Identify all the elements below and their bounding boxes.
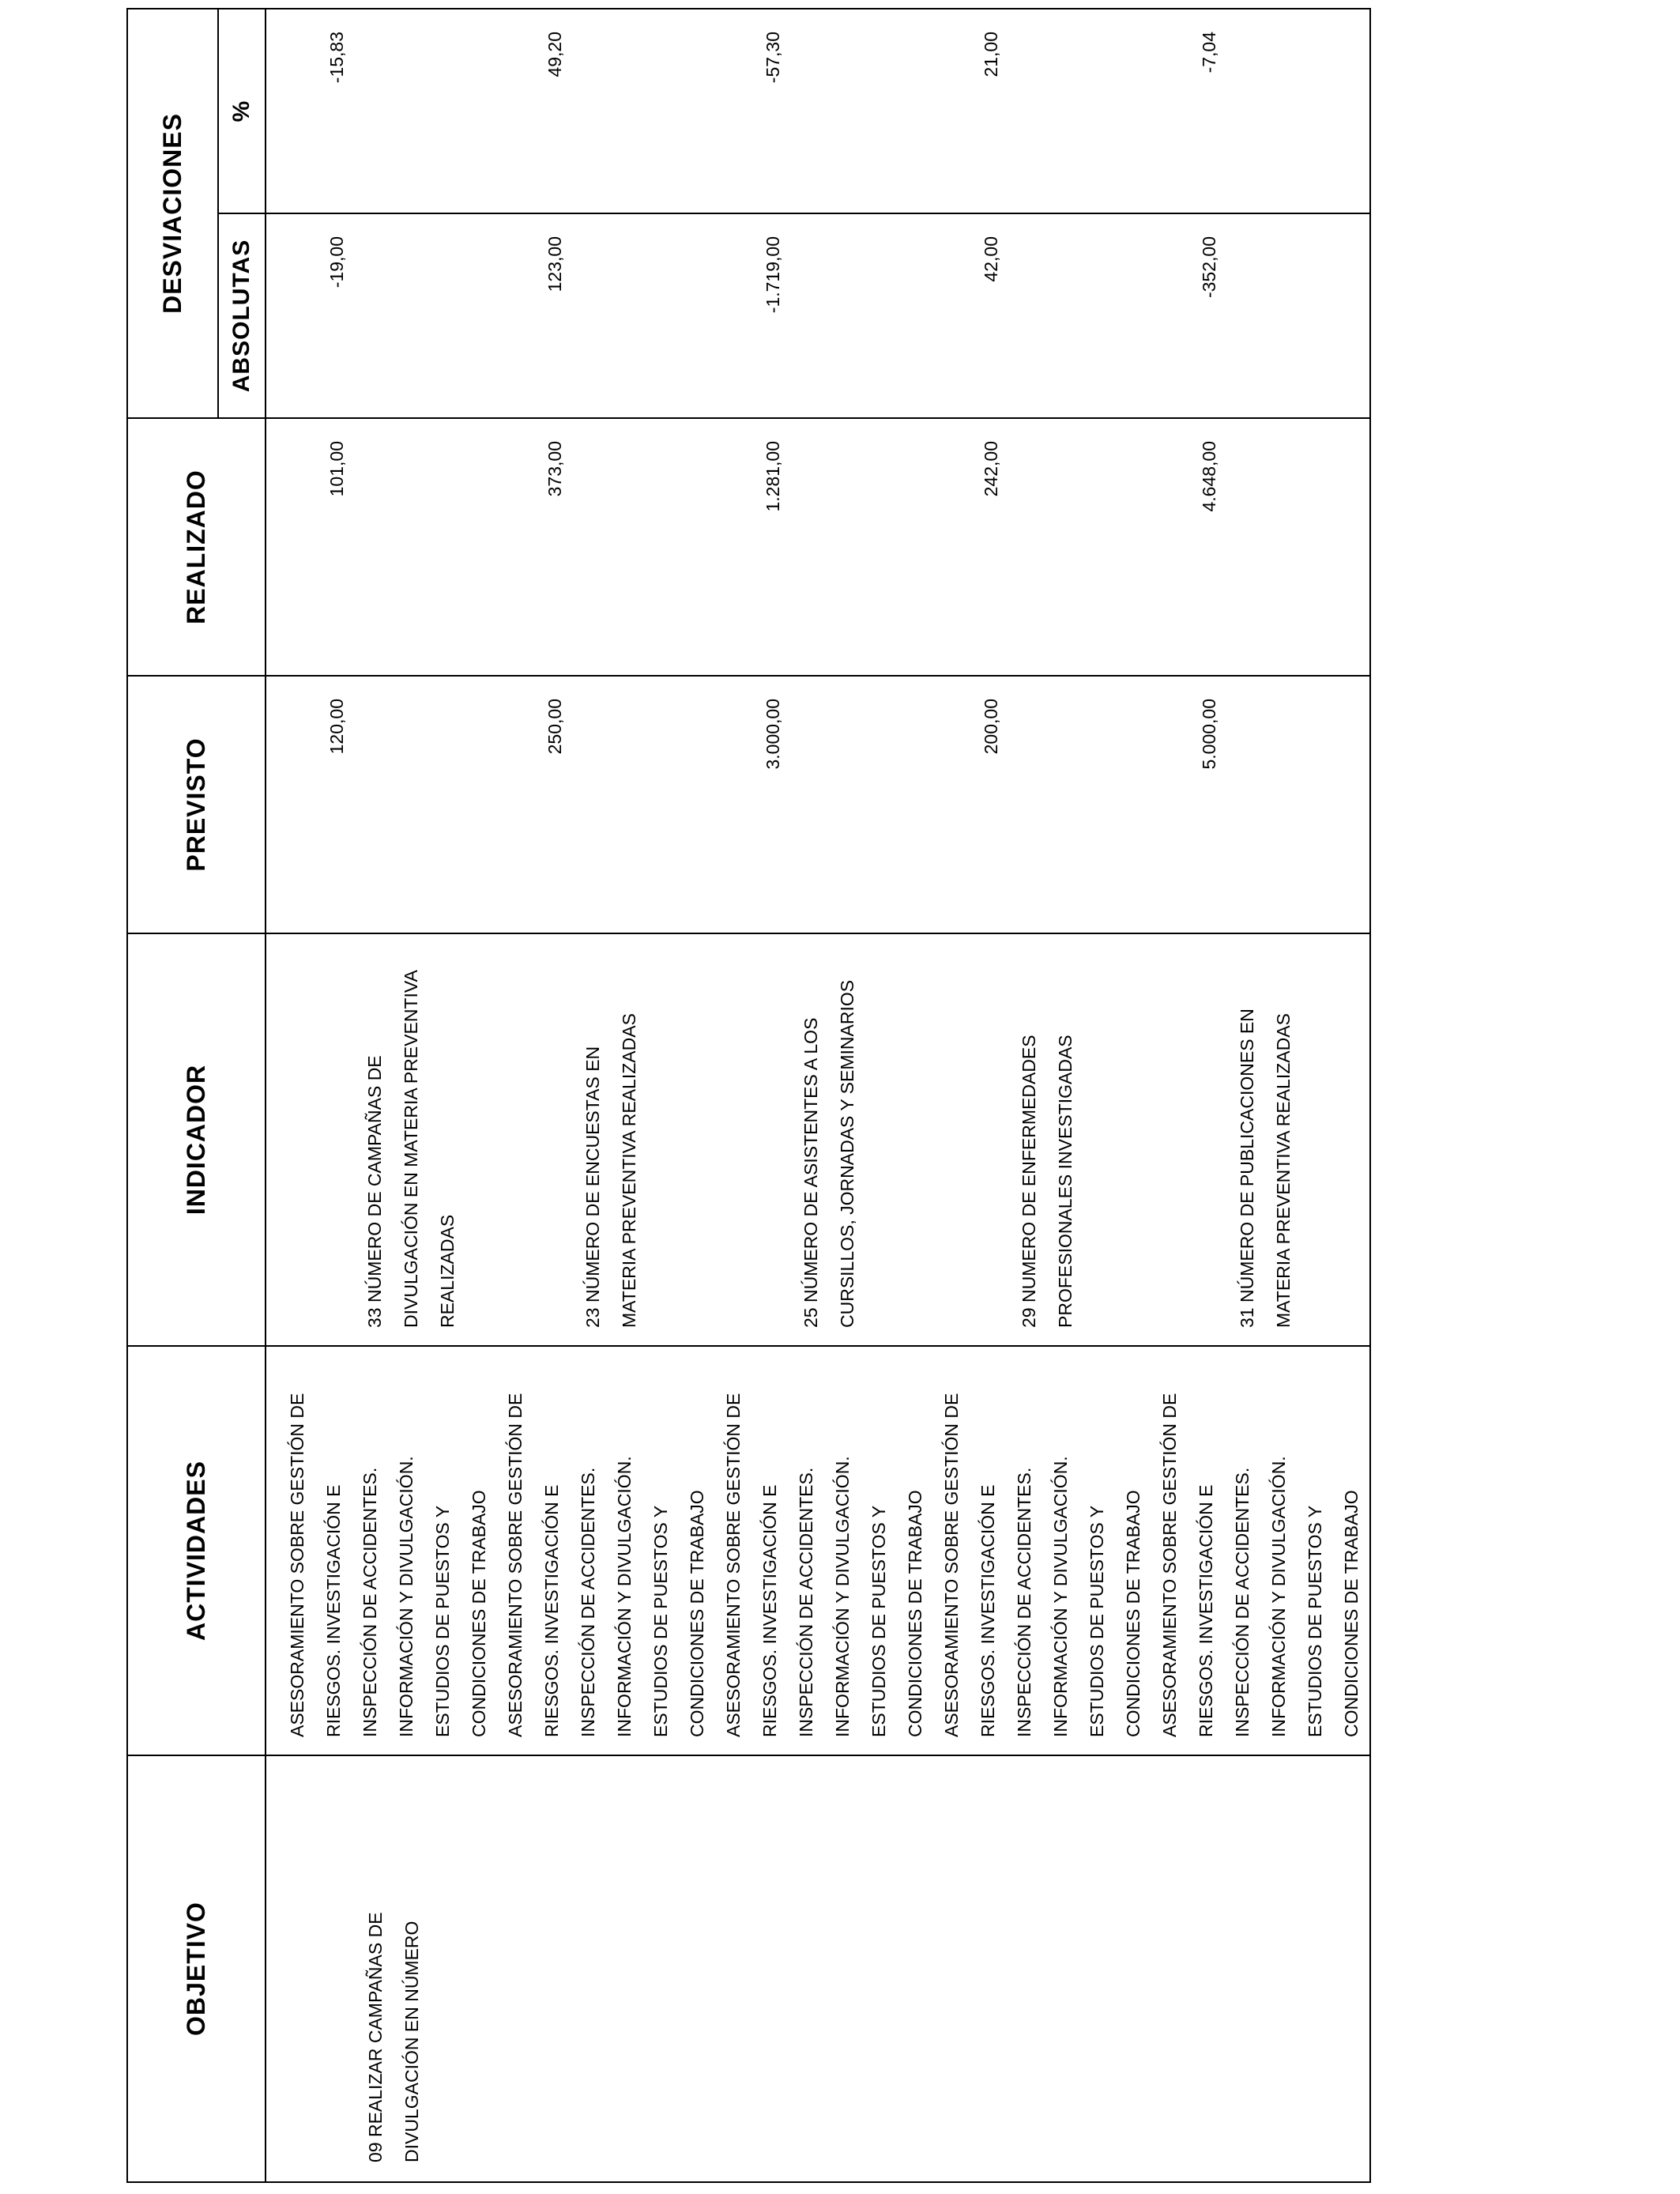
rotated-report-page bbox=[126, 9, 1362, 2183]
indicador-line: 23 NÚMERO DE ENCUESTAS EN bbox=[582, 1046, 603, 1328]
actividad-line: ASESORAMIENTO SOBRE GESTIÓN DE bbox=[723, 1393, 744, 1737]
actividad-line: INSPECCIÓN DE ACCIDENTES. bbox=[796, 1467, 816, 1737]
actividad-block bbox=[1151, 1355, 1369, 1737]
header-absolutas: ABSOLUTAS bbox=[218, 213, 266, 418]
indicador-line: CURSILLOS, JORNADAS Y SEMINARIOS bbox=[837, 979, 857, 1328]
absolutas-value: 42,00 bbox=[981, 236, 1001, 282]
actividad-line: INSPECCIÓN DE ACCIDENTES. bbox=[360, 1467, 380, 1737]
objetivo-line: DIVULGACIÓN EN NÚMERO bbox=[401, 1921, 422, 2162]
actividad-line: CONDICIONES DE TRABAJO bbox=[469, 1490, 489, 1737]
objectives-table bbox=[126, 8, 1371, 2183]
indicador-line: 31 NÚMERO DE PUBLICACIONES EN bbox=[1237, 1008, 1257, 1328]
actividad-block bbox=[497, 1355, 715, 1737]
indicador-cell bbox=[266, 933, 1370, 1346]
previsto-value: 3.000,00 bbox=[763, 699, 783, 770]
realizado-value: 4.648,00 bbox=[1199, 441, 1219, 512]
indicador-block bbox=[356, 970, 465, 1328]
header-objetivo: OBJETIVO bbox=[127, 1755, 266, 2182]
actividad-line: ESTUDIOS DE PUESTOS Y bbox=[650, 1505, 671, 1737]
absolutas-value: -352,00 bbox=[1199, 236, 1219, 299]
actividad-line: RIESGOS. INVESTIGACIÓN E bbox=[323, 1484, 344, 1737]
indicador-line: MATERIA PREVENTIVA REALIZADAS bbox=[1273, 1013, 1294, 1328]
indicador-block bbox=[1011, 1035, 1083, 1328]
objetivo-line: 09 REALIZAR CAMPAÑAS DE bbox=[365, 1912, 386, 2162]
absolutas-value: 123,00 bbox=[544, 236, 565, 292]
header-desviaciones: DESVIACIONES bbox=[127, 9, 218, 418]
indicador-line: REALIZADAS bbox=[437, 1214, 458, 1328]
absolutas-value: -1.719,00 bbox=[763, 236, 783, 314]
actividad-line: CONDICIONES DE TRABAJO bbox=[1341, 1490, 1362, 1737]
actividad-line: INFORMACIÓN Y DIVULGACIÓN. bbox=[614, 1456, 635, 1737]
actividad-line: INSPECCIÓN DE ACCIDENTES. bbox=[578, 1467, 598, 1737]
actividad-line: INFORMACIÓN Y DIVULGACIÓN. bbox=[1268, 1456, 1289, 1737]
actividad-line: ASESORAMIENTO SOBRE GESTIÓN DE bbox=[1159, 1393, 1180, 1737]
porcentaje-list bbox=[266, 21, 1309, 213]
porcentaje-value: -15,83 bbox=[326, 31, 347, 84]
actividad-block bbox=[279, 1355, 497, 1737]
actividad-line: RIESGOS. INVESTIGACIÓN E bbox=[759, 1484, 780, 1737]
porcentaje-value: -57,30 bbox=[763, 31, 783, 84]
actividad-line: ASESORAMIENTO SOBRE GESTIÓN DE bbox=[505, 1393, 525, 1737]
indicador-line: 33 NÚMERO DE CAMPAÑAS DE bbox=[364, 1055, 385, 1328]
actividades-cell bbox=[266, 1346, 1370, 1755]
actividades-list bbox=[266, 1347, 1369, 1755]
indicador-block bbox=[574, 1013, 647, 1328]
previsto-value: 250,00 bbox=[544, 699, 565, 755]
absolutas-list bbox=[266, 225, 1309, 417]
indicador-line: DIVULGACIÓN EN MATERIA PREVENTIVA bbox=[401, 970, 421, 1328]
actividad-line: RIESGOS. INVESTIGACIÓN E bbox=[1196, 1484, 1216, 1737]
porcentaje-value: 21,00 bbox=[981, 31, 1001, 77]
porcentaje-cell bbox=[266, 9, 1370, 213]
actividad-line: INFORMACIÓN Y DIVULGACIÓN. bbox=[1050, 1456, 1071, 1737]
actividad-line: ESTUDIOS DE PUESTOS Y bbox=[1305, 1505, 1325, 1737]
realizado-list bbox=[266, 430, 1309, 675]
actividad-block bbox=[933, 1355, 1151, 1737]
realizado-value: 101,00 bbox=[326, 441, 347, 497]
actividad-line: ASESORAMIENTO SOBRE GESTIÓN DE bbox=[287, 1393, 307, 1737]
actividad-line: CONDICIONES DE TRABAJO bbox=[1123, 1490, 1143, 1737]
previsto-value: 200,00 bbox=[981, 699, 1001, 755]
absolutas-value: -19,00 bbox=[326, 236, 347, 288]
indicador-list bbox=[266, 934, 1309, 1345]
actividad-line: INSPECCIÓN DE ACCIDENTES. bbox=[1014, 1467, 1034, 1737]
indicador-block bbox=[793, 980, 865, 1328]
realizado-value: 242,00 bbox=[981, 441, 1001, 497]
header-realizado: REALIZADO bbox=[127, 418, 266, 676]
actividad-line: ESTUDIOS DE PUESTOS Y bbox=[432, 1505, 453, 1737]
porcentaje-value: 49,20 bbox=[544, 31, 565, 77]
actividad-line: INFORMACIÓN Y DIVULGACIÓN. bbox=[396, 1456, 416, 1737]
actividad-line: INSPECCIÓN DE ACCIDENTES. bbox=[1232, 1467, 1252, 1737]
realizado-value: 373,00 bbox=[544, 441, 565, 497]
actividad-line: ESTUDIOS DE PUESTOS Y bbox=[1087, 1505, 1107, 1737]
actividad-line: CONDICIONES DE TRABAJO bbox=[905, 1490, 925, 1737]
actividad-line: RIESGOS. INVESTIGACIÓN E bbox=[977, 1484, 998, 1737]
header-indicador: INDICADOR bbox=[127, 933, 266, 1346]
indicador-block bbox=[1229, 1008, 1301, 1328]
porcentaje-value: -7,04 bbox=[1199, 31, 1219, 74]
actividad-line: INFORMACIÓN Y DIVULGACIÓN. bbox=[832, 1456, 853, 1737]
previsto-cell bbox=[266, 676, 1370, 933]
actividad-line: ESTUDIOS DE PUESTOS Y bbox=[868, 1505, 889, 1737]
realizado-cell bbox=[266, 418, 1370, 676]
actividad-line: ASESORAMIENTO SOBRE GESTIÓN DE bbox=[941, 1393, 962, 1737]
indicador-line: 25 NÚMERO DE ASISTENTES A LOS bbox=[800, 1017, 821, 1328]
actividad-block bbox=[715, 1355, 933, 1737]
indicador-line: MATERIA PREVENTIVA REALIZADAS bbox=[619, 1013, 639, 1328]
previsto-value: 120,00 bbox=[326, 699, 347, 755]
header-actividades: ACTIVIDADES bbox=[127, 1346, 266, 1755]
actividad-line: CONDICIONES DE TRABAJO bbox=[687, 1490, 707, 1737]
realizado-value: 1.281,00 bbox=[763, 441, 783, 512]
actividad-line: RIESGOS. INVESTIGACIÓN E bbox=[541, 1484, 562, 1737]
indicador-line: PROFESIONALES INVESTIGADAS bbox=[1055, 1035, 1075, 1328]
previsto-list bbox=[266, 688, 1309, 933]
absolutas-cell bbox=[266, 213, 1370, 418]
indicador-line: 29 NUMERO DE ENFERMEDADES bbox=[1019, 1035, 1039, 1328]
previsto-value: 5.000,00 bbox=[1199, 699, 1219, 770]
header-previsto: PREVISTO bbox=[127, 676, 266, 933]
header-porcentaje: % bbox=[218, 9, 266, 213]
objetivo-cell bbox=[266, 1755, 1370, 2182]
